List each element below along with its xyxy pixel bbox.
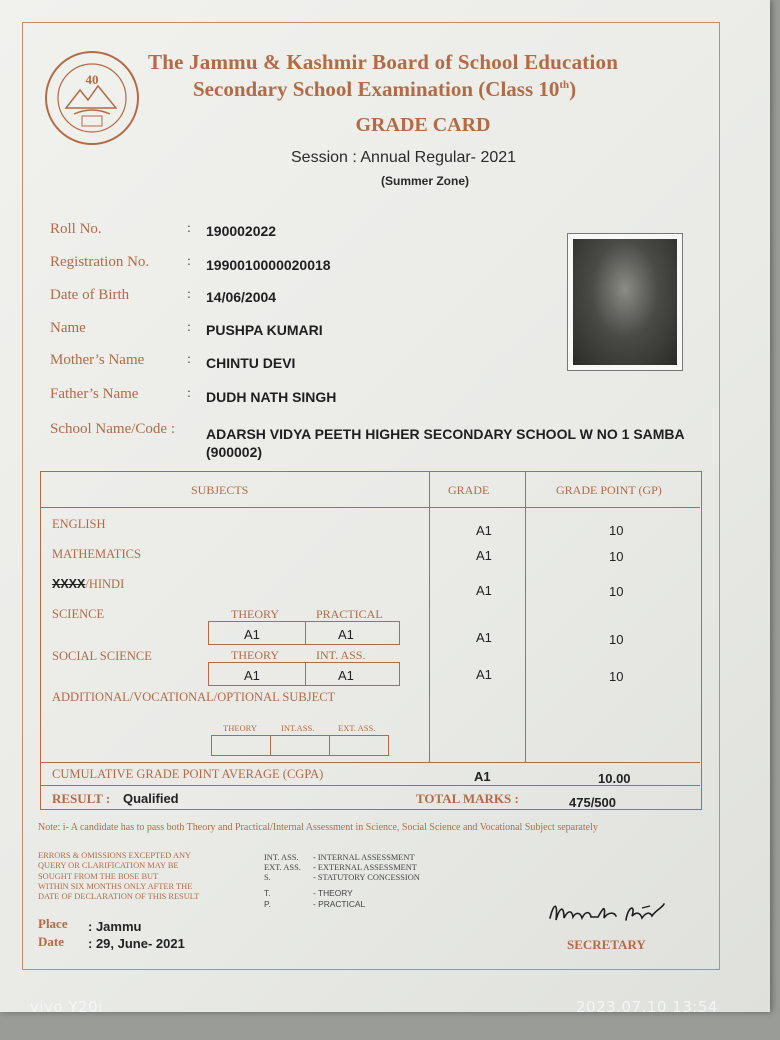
social-intass-label: INT. ASS.: [316, 648, 366, 662]
colon: :: [187, 287, 191, 302]
gp-hindi: 10: [609, 584, 624, 599]
mother-name-label: Mother’s Name: [50, 352, 145, 368]
additional-theory-box: [211, 735, 271, 756]
colon: :: [187, 352, 191, 367]
social-intass-grade: A1: [338, 668, 354, 683]
cgpa-grade: A1: [474, 769, 491, 784]
student-photo: [567, 233, 683, 371]
name-value: PUSHPA KUMARI: [206, 322, 323, 338]
grade-mathematics: A1: [476, 548, 492, 563]
grade-card: 40 The Jammu & Kashmir Board of School Education Secondary School Examination (Class 10th) GRADE CARD Session : Annual Regular- 2021 (Summer Zone) Roll No. : 190002022 Registration No. : 1990010000020018 Date of Birth : 14/06/2004 Name : PUSHPA KUMARI Mother’s Name : CHINTU DEVI Father’s Name : DUDH NATH SINGH School Name/Code : ADARSH VIDYA PEETH HIGHER SECONDARY SCHOOL W NO 1 SAMBA (900002) SUBJECTS GRADE GRADE POINT (GP) ENGLISH A1 10 MATHEMATICS A1 10 XXXX/HINDI A1 10 SCIENCE THEORY PRACTICAL A1 A1 A1 10 SOCIAL SCIENCE THEORY INT. ASS. A1 A1 A1 10 ADDITIONAL/VOCATIONAL/OPTIONAL SUBJECT THEORY INT.ASS. EXT. ASS. CUMULATIVE GRADE POINT AVERAGE (CGPA) A1 10.00 RESULT : Qualified TOTAL MARKS : 475/500 Note: i- A candidate has to pass both Theory and Practical/Internal Assessment in Science, Social Science and Vocational Subject separately ERRORS & OMISSIONS EXCEPTED ANY QUERY OR CLARIFICATION MAY BE SOUGHT FROM THE BOSE BUT WITHIN SIX MONTHS ONLY AFTER THE DATE OF DECLARATION OF THIS RESULT INT. ASS. - INTERNAL ASSESSMENT EXT. ASS. - EXTERNAL ASSESSMENT S. - STATUTORY CONCESSION T. - THEORY P. - PRACTICAL Place : Jammu Date : 29, June- 2021 SECRETARY: [0, 0, 770, 1012]
additional-subject: ADDITIONAL/VOCATIONAL/OPTIONAL SUBJECT: [52, 690, 336, 704]
roll-no-label: Roll No.: [50, 221, 102, 237]
card-title: GRADE CARD: [355, 114, 491, 136]
gp-mathematics: 10: [609, 549, 624, 564]
registration-value: 1990010000020018: [206, 257, 331, 273]
result-value: Qualified: [123, 791, 179, 806]
place-value: : Jammu: [88, 919, 142, 934]
colon: :: [187, 221, 191, 236]
camera-watermark-timestamp: 2023.07.10 13:54: [576, 998, 718, 1016]
social-theory-label: THEORY: [231, 648, 279, 662]
secretary-label: SECRETARY: [567, 937, 646, 952]
total-marks-value: 475/500: [569, 795, 616, 810]
zone: (Summer Zone): [381, 174, 470, 188]
science-practical-grade: A1: [338, 627, 354, 642]
gp-science: 10: [609, 632, 624, 647]
svg-text:40: 40: [85, 72, 99, 87]
place-label: Place: [38, 916, 68, 931]
colon: :: [187, 254, 191, 269]
pass-note: Note: i- A candidate has to pass both Theory and Practical/Internal Assessment in Science, Social Science and Vocational Subject separately: [38, 822, 598, 833]
grade-science: A1: [476, 630, 492, 645]
secretary-signature: [546, 896, 670, 932]
camera-watermark-device: vivo Y20i: [30, 998, 103, 1016]
gp-header: GRADE POINT (GP): [556, 483, 662, 497]
result-label: RESULT :: [52, 791, 111, 806]
divider: [429, 472, 430, 763]
grade-hindi: A1: [476, 583, 492, 598]
subject-english: ENGLISH: [52, 517, 106, 531]
dob-value: 14/06/2004: [206, 289, 277, 305]
gp-english: 10: [609, 523, 624, 538]
subject-social-science: SOCIAL SCIENCE: [52, 649, 152, 663]
school-label: School Name/Code :: [50, 421, 175, 437]
registration-label: Registration No.: [50, 254, 150, 270]
errors-notice: ERRORS & OMISSIONS EXCEPTED ANY QUERY OR CLARIFICATION MAY BE SOUGHT FROM THE BOSE BUT WITHIN SIX MONTHS ONLY AFTER THE DATE OF DECLARATION OF THIS RESULT: [38, 851, 200, 902]
exam-name: Secondary School Examination (Class 10th): [193, 77, 577, 101]
session: Session : Annual Regular- 2021: [291, 149, 517, 166]
additional-extass-label: EXT. ASS.: [338, 723, 376, 733]
date-value: : 29, June- 2021: [88, 936, 185, 951]
school-code: (900002): [206, 444, 263, 460]
cgpa-label: CUMULATIVE GRADE POINT AVERAGE (CGPA): [52, 767, 324, 781]
additional-intass-box: [270, 735, 330, 756]
redacted-text: XXXX: [52, 577, 86, 591]
gp-social-science: 10: [609, 669, 624, 684]
divider: [41, 762, 700, 763]
school-value: ADARSH VIDYA PEETH HIGHER SECONDARY SCHOOL W NO 1 SAMBA: [206, 426, 685, 442]
date-label: Date: [38, 934, 64, 949]
name-label: Name: [50, 320, 86, 336]
father-name-value: DUDH NATH SINGH: [206, 389, 337, 405]
science-theory-label: THEORY: [231, 607, 279, 621]
total-marks-label: TOTAL MARKS :: [416, 791, 519, 806]
social-theory-grade: A1: [244, 668, 260, 683]
grade-social-science: A1: [476, 667, 492, 682]
divider: [41, 507, 700, 508]
grade-header: GRADE: [448, 483, 490, 497]
roll-no-value: 190002022: [206, 223, 277, 239]
divider: [525, 472, 526, 763]
science-theory-grade: A1: [244, 627, 260, 642]
subject-mathematics: MATHEMATICS: [52, 547, 141, 561]
grade-english: A1: [476, 523, 492, 538]
photo-image: [573, 239, 677, 365]
additional-intass-label: INT.ASS.: [281, 723, 315, 733]
marks-table: [40, 471, 702, 810]
subject-hindi: XXXX/HINDI: [52, 577, 125, 591]
subjects-header: SUBJECTS: [191, 483, 249, 497]
dob-label: Date of Birth: [50, 287, 130, 303]
additional-extass-box: [329, 735, 389, 756]
board-name: The Jammu & Kashmir Board of School Education: [148, 50, 619, 74]
cgpa-value: 10.00: [598, 771, 631, 786]
colon: :: [187, 320, 191, 335]
colon: :: [187, 386, 191, 401]
mother-name-value: CHINTU DEVI: [206, 355, 296, 371]
subject-science: SCIENCE: [52, 607, 105, 621]
science-practical-label: PRACTICAL: [316, 607, 383, 621]
additional-theory-label: THEORY: [223, 723, 257, 733]
father-name-label: Father’s Name: [50, 386, 139, 402]
